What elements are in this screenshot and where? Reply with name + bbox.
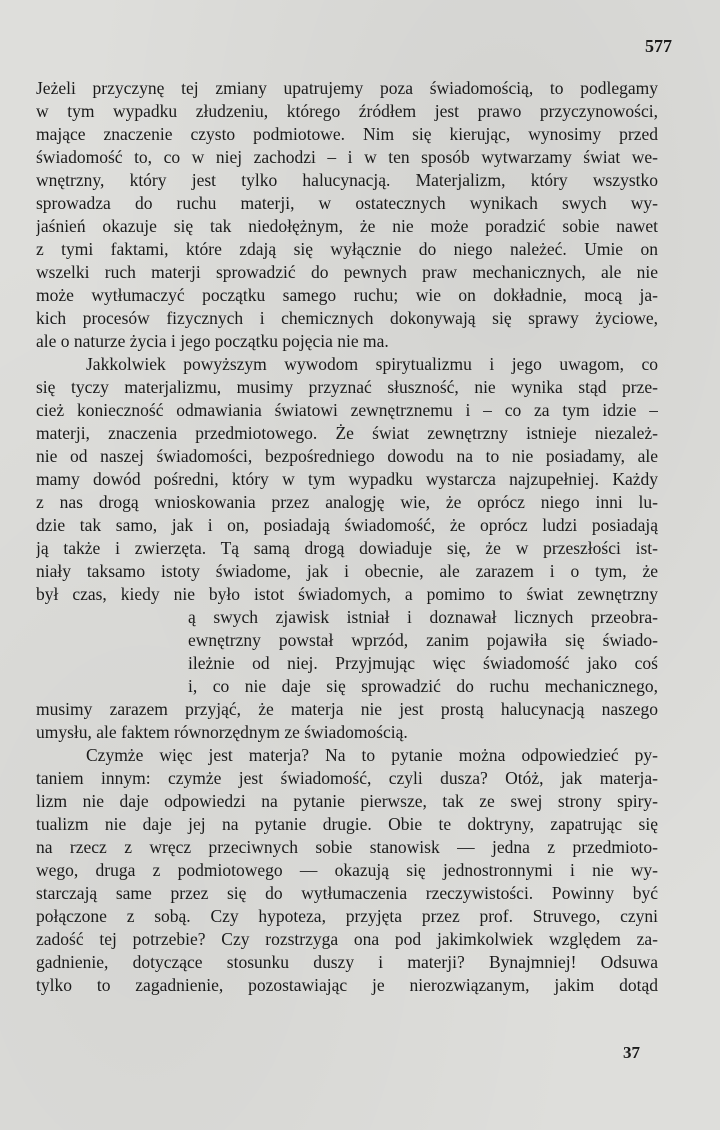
text-line: gadnienie, dotyczące stosunku duszy i materji? Bynajmniej! Odsuwa xyxy=(36,952,658,972)
text-line: Jakkolwiek powyższym wywodom spirytualizmu i jego uwagom, co xyxy=(86,354,658,374)
text-line: z tymi faktami, które zdają się wyłącznie do niego należeć. Umie on xyxy=(36,239,658,259)
text-line: cież konieczność odmawiania światowi zewnętrznemu i – co za tym idzie – xyxy=(36,400,658,420)
text-line: ą swych zjawisk istniał i doznawał licznych przeobra- xyxy=(188,607,658,627)
text-line: mające znaczenie czysto podmiotowe. Nim się kierując, wynosimy przed xyxy=(36,124,658,144)
text-line: na rzecz z wręcz przeciwnych sobie stanowisk — jedna z przedmioto- xyxy=(36,837,658,857)
text-line: dzie tak samo, jak i on, posiadają świadomość, że oprócz ludzi posiadają xyxy=(36,515,658,535)
text-line: mamy dowód pośredni, który w tym wypadku wystarcza najzupełniej. Każdy xyxy=(36,469,658,489)
text-line: był czas, kiedy nie było istot świadomych, a pomimo to świat zewnętrzny xyxy=(36,584,658,604)
text-line: taniem innym: czymże jest świadomość, czyli dusza? Otóż, jak materja- xyxy=(36,768,658,788)
text-line: w tym wypadku złudzeniu, którego źródłem jest prawo przyczynowości, xyxy=(36,101,658,121)
text-line: wego, druga z podmiotowego — okazują się jednostronnymi i nie wy- xyxy=(36,860,658,880)
text-line: sprowadza do ruchu materji, w ostatecznych wynikach swych wy- xyxy=(36,193,658,213)
text-line: jaśnień okazuje się tak niedołężnym, że nie może poradzić sobie nawet xyxy=(36,216,658,236)
signature-number: 37 xyxy=(623,1043,640,1062)
body-text xyxy=(36,77,658,997)
text-line: tylko to zagadnienie, pozostawiając je nierozwiązanym, jakim dotąd xyxy=(36,975,658,995)
text-line: i, co nie daje się sprowadzić do ruchu mechanicznego, xyxy=(188,676,658,696)
text-line: Czymże więc jest materja? Na to pytanie można odpowiedzieć py- xyxy=(86,745,658,765)
text-line: kich procesów fizycznych i chemicznych dokonywają się sprawy życiowe, xyxy=(36,308,658,328)
text-line: starczają same przez się do wytłumaczenia rzeczywistości. Powinny być xyxy=(36,883,658,903)
text-line: niały taksamo istoty świadome, jak i obecnie, ale zarazem i o tym, że xyxy=(36,561,658,581)
text-line: wszelki ruch materji sprowadzić do pewnych praw mechanicznych, ale nie xyxy=(36,262,658,282)
text-line: ale o naturze życia i jego początku pojęcia nie ma. xyxy=(36,331,389,351)
text-line: musimy zarazem przyjąć, że materja nie jest prostą halucynacją naszego xyxy=(36,699,658,719)
text-line: wnętrzny, który jest tylko halucynacją. Materjalizm, który wszystko xyxy=(36,170,658,190)
text-line: może wytłumaczyć początku samego ruchu; wie on dokładnie, mocą ja- xyxy=(36,285,658,305)
page-number: 577 xyxy=(645,36,672,56)
text-line: ją także i zwierzęta. Tą samą drogą dowiaduje się, że w przeszłości ist- xyxy=(36,538,658,558)
text-line: z nas drogą wnioskowania przez analogję wie, że oprócz niego inni lu- xyxy=(36,492,658,512)
text-line: ewnętrzny powstał wprzód, zanim pojawiła się świado- xyxy=(188,630,658,650)
text-line: materji, znaczenia przedmiotowego. Że świat zewnętrzny istnieje niezależ- xyxy=(36,423,658,443)
text-line: się tyczy materjalizmu, musimy przyznać słuszność, nie wynika stąd prze- xyxy=(36,377,658,397)
text-line: nie od naszej świadomości, bezpośredniego dowodu na to nie posiadamy, ale xyxy=(36,446,658,466)
text-line: ileżnie od niej. Przyjmując więc świadomość jako coś xyxy=(188,653,658,673)
text-line: lizm nie daje odpowiedzi na pytanie pierwsze, tak ze swej strony spiry- xyxy=(36,791,658,811)
text-line: świadomość to, co w niej zachodzi – i w ten sposób wytwarzamy świat we- xyxy=(36,147,658,167)
text-line: Jeżeli przyczynę tej zmiany upatrujemy poza świadomością, to podlegamy xyxy=(36,78,658,98)
text-line: tualizm nie daje jej na pytanie drugie. Obie te doktryny, zapatrując się xyxy=(36,814,658,834)
text-line: połączone z sobą. Czy hypoteza, przyjęta przez prof. Struvego, czyni xyxy=(36,906,658,926)
text-line: umysłu, ale faktem równorzędnym ze świadomością. xyxy=(36,722,408,742)
text-line: zadość tej potrzebie? Czy rozstrzyga ona pod jakimkolwiek względem za- xyxy=(36,929,658,949)
